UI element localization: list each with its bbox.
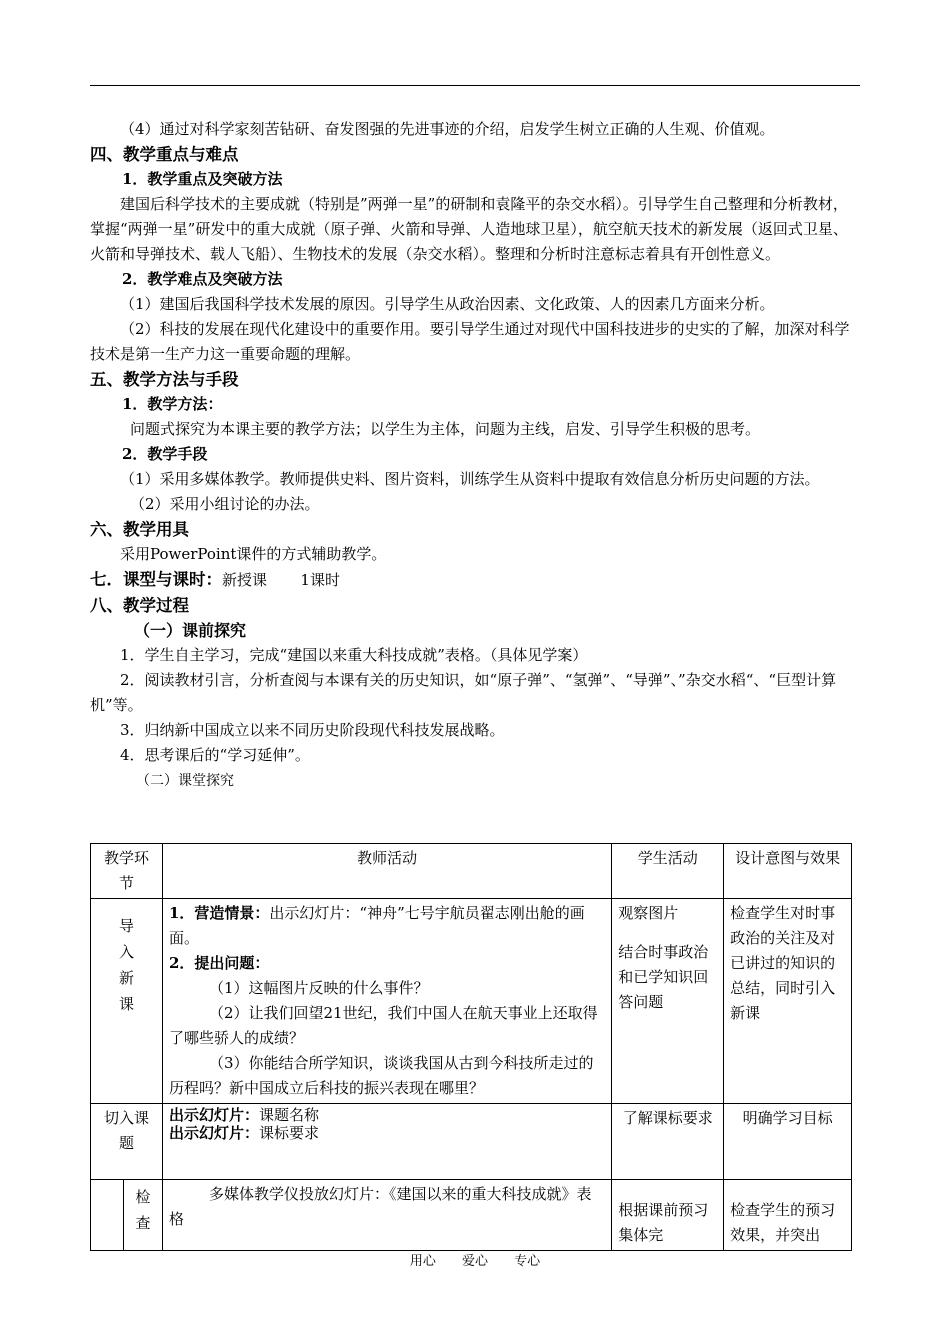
header-design: 设计意图与效果 [724,844,852,899]
section-8-sub-2: （二）课堂探究 [136,773,234,789]
teacher-line-1: 1．营造情景：出示幻灯片：“神舟”七号宇航员翟志刚出舱的画面。 [168,904,585,947]
design-intent: 检查学生的预习效果，并突出 [730,1201,836,1244]
section-5-heading-2: 2．教学手段 [122,445,208,463]
student-cell [612,1104,724,1180]
section-6-paragraph: 采用PowerPoint课件的方式辅助教学。 [120,545,387,563]
student-activity: 根据课前预习集体完 [618,1201,709,1244]
stage-label: 导入新课 [118,917,134,1013]
question-2: （2）让我们回望21世纪，我们中国人在航天事业上还取得了哪些骄人的成绩？ [168,1004,598,1047]
stage-label: 切入课题 [103,1109,149,1152]
design-intent: 明确学习目标 [742,1109,833,1127]
student-activity: 了解课标要求 [622,1109,713,1127]
lesson-hours: 1课时 [300,571,340,589]
teacher-line-2: 2．提出问题： [168,954,270,972]
teacher-cell [162,1180,611,1251]
student-activity-1: 观察图片 [618,904,679,922]
student-cell [612,899,724,1104]
list-item: 2．阅读教材引言，分析查阅与本课有关的历史知识，如“原子弹”、“氢弹”、“导弹”、”杂交水稻“、“巨型计算机”等。 [90,671,837,714]
section-4-paragraph-1: 建国后科学技术的主要成就（特别是”两弹一星”的研制和袁隆平的杂交水稻）。引导学生自己整理和分析教材，掌握“两弹一星”研发中的重大成就（原子弹、火箭和导弹、人造地球卫星），航空航天技术的新发展（返回式卫星、火箭和导弹技术、载人飞船）、生物技术的发展（杂交水稻）。整理和分析时注意标志着具有开创性意义。 [90,195,848,263]
table-header-row [91,844,852,899]
section-4-paragraph-3: （2）科技的发展在现代化建设中的重要作用。要引导学生通过对现代中国科技进步的史实的了解，加深对科学技术是第一生产力这一重要命题的理解。 [90,320,850,363]
section-5-paragraph-3: （2）采用小组讨论的办法。 [130,495,320,513]
table-row [91,1180,852,1251]
list-item: 4．思考课后的“学习延伸”。 [120,746,310,764]
lesson-process-table [90,843,852,1251]
student-cell [612,1180,724,1251]
table-row [91,899,852,1104]
list-item: 1．学生自主学习，完成“建国以来重大科技成就”表格。（具体见学案） [120,646,588,664]
header-student: 学生活动 [612,844,724,899]
section-4-heading-1: 1．教学重点及突破方法 [122,170,283,188]
section-5-paragraph-2: （1）采用多媒体教学。教师提供史料、图片资料，训练学生从资料中提取有效信息分析历史问题的方法。 [120,470,820,488]
design-cell [724,1180,852,1251]
teacher-line-1: 出示幻灯片：课题名称 [168,1106,319,1124]
lesson-type: 新授课 [222,571,268,589]
document-body [90,117,862,792]
intro-item: （4）通过对科学家刻苦钻研、奋发图强的先进事迹的介绍，启发学生树立正确的人生观、价值观。 [120,120,775,138]
section-8-title: 八、教学过程 [90,596,189,615]
header-stage: 教学环节 [91,844,163,899]
list-item: 3．归纳新中国成立以来不同历史阶段现代科技发展战略。 [120,721,505,739]
section-5-heading-1: 1．教学方法： [122,395,223,413]
design-intent: 检查学生对时事政治的关注及对已讲过的知识的总结，同时引入新课 [730,904,836,1022]
section-7-line [90,567,862,593]
stage-cell [91,899,163,1104]
teacher-line: 多媒体教学仪投放幻灯片：《建国以来的重大科技成就》表格 [168,1185,592,1228]
header-teacher: 教师活动 [162,844,611,899]
teacher-cell [162,899,611,1104]
teacher-line-2: 出示幻灯片：课标要求 [168,1124,319,1142]
stage-cell [91,1104,163,1180]
design-cell [724,899,852,1104]
stage-cell [91,1180,163,1251]
section-7-title: 七．课型与课时： [90,570,222,589]
question-3: （3）你能结合所学知识，谈谈我国从古到今科技所走过的历程吗？新中国成立后科技的振兴表现在哪里？ [168,1054,594,1097]
table-row [91,1104,852,1180]
section-4-heading-2: 2．教学难点及突破方法 [122,270,283,288]
question-1: （1）这幅图片反映的什么事件？ [208,979,429,997]
stage-label: 检查 [135,1188,151,1232]
student-activity-2: 结合时事政治和已学知识回答问题 [618,943,709,1011]
design-cell [724,1104,852,1180]
teacher-cell [162,1104,611,1180]
section-8-sub-1: （一）课前探究 [134,621,247,640]
section-5-title: 五、教学方法与手段 [90,370,239,389]
section-5-paragraph-1: 问题式探究为本课主要的教学方法；以学生为主体，问题为主线，启发、引导学生积极的思考。 [130,420,761,438]
section-4-title: 四、教学重点与难点 [90,145,239,164]
page-footer: 用心 爱心 专心 [409,1254,541,1269]
section-4-paragraph-2: （1）建国后我国科学技术发展的原因。引导学生从政治因素、文化政策、人的因素几方面来分析。 [120,295,775,313]
section-6-title: 六、教学用具 [90,520,189,539]
header-rule [90,85,860,86]
